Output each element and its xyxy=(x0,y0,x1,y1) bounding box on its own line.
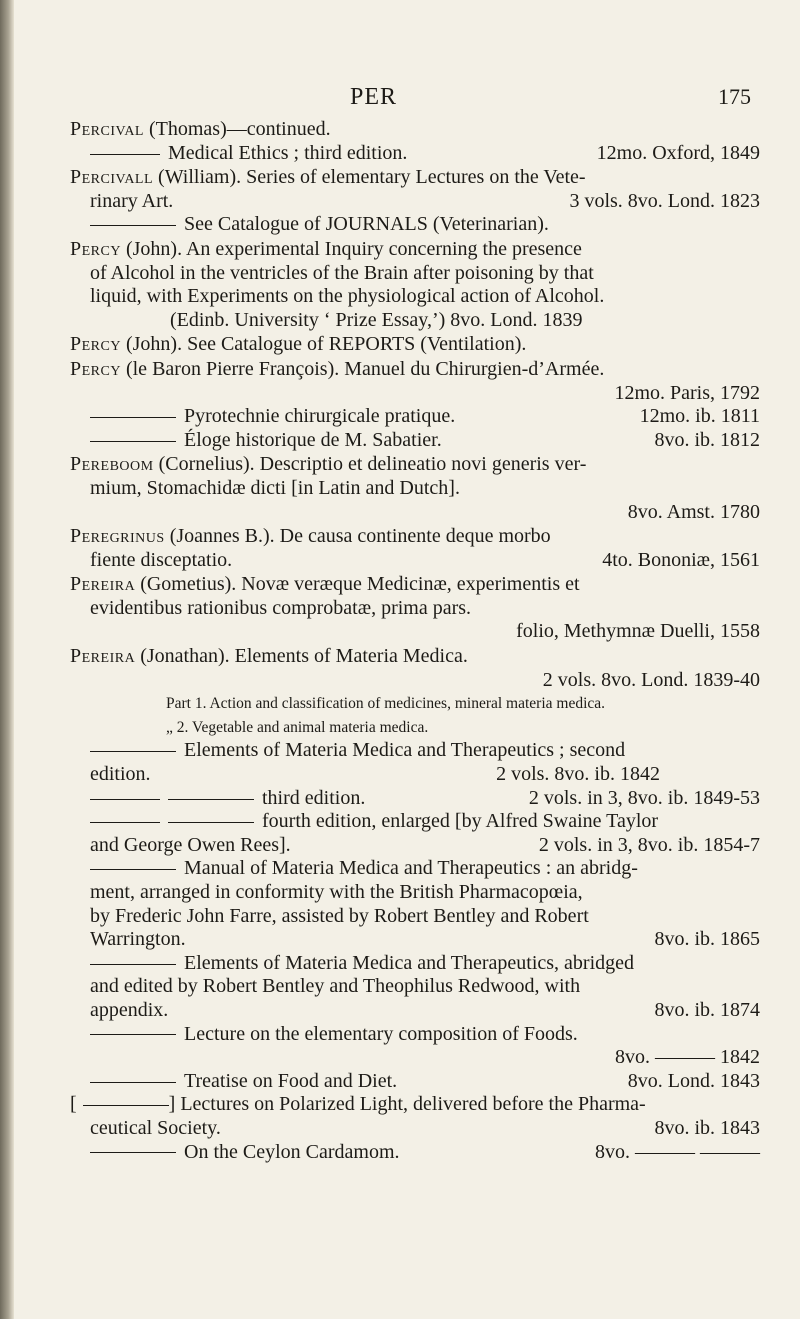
entry-line xyxy=(70,453,760,477)
line-text: appendix. xyxy=(90,998,169,1021)
author-surname: Pereboom xyxy=(70,453,154,476)
entry-line xyxy=(70,928,760,952)
entry-line xyxy=(70,382,760,406)
line-text: (Edinb. University ‘ Prize Essay,’) 8vo. Lond. 1839 xyxy=(170,308,583,331)
ditto-rule xyxy=(90,225,176,226)
line-text: Part 1. Action and classification of medicines, mineral materia medica. xyxy=(166,695,606,713)
entry-line xyxy=(70,405,760,429)
catalogue-entry xyxy=(70,166,760,237)
line-text: and George Owen Rees]. xyxy=(90,833,291,856)
line-text: ] Lectures on Polarized Light, delivered before the Pharma- xyxy=(168,1093,646,1116)
line-text: (Thomas)—continued. xyxy=(148,118,331,140)
ditto-rule xyxy=(90,822,160,823)
entry-line xyxy=(70,952,760,976)
catalogue-entry xyxy=(70,333,760,357)
entry-line xyxy=(70,999,760,1023)
line-text: (Cornelius). Descriptio et delineatio novi generis ver- xyxy=(158,453,587,476)
entry-line xyxy=(70,1070,760,1094)
entry-line xyxy=(70,645,760,669)
line-text: „ 2. Vegetable and animal materia medica. xyxy=(166,718,429,736)
catalogue-entry xyxy=(70,453,760,524)
imprint: 2 vols. 8vo. ib. 1842 xyxy=(496,763,660,786)
line-text: Medical Ethics ; third edition. xyxy=(168,141,408,164)
line-text: (Joannes B.). De causa continente deque morbo xyxy=(169,525,551,548)
entry-line xyxy=(70,525,760,549)
ditto-rule xyxy=(90,154,160,155)
entry-line xyxy=(70,669,760,693)
imprint: 8vo. Amst. 1780 xyxy=(627,500,760,523)
author-surname: Peregrinus xyxy=(70,525,165,548)
running-header xyxy=(0,84,800,112)
entry-line xyxy=(70,763,760,787)
imprint: 2 vols. in 3, 8vo. ib. 1849-53 xyxy=(528,786,760,809)
entry-line xyxy=(70,213,760,237)
imprint: 3 vols. 8vo. Lond. 1823 xyxy=(569,189,760,212)
entry-line xyxy=(70,1141,760,1165)
entry-line xyxy=(70,549,760,573)
line-text: evidentibus rationibus comprobatæ, prima pars. xyxy=(90,596,472,619)
catalogue-entry xyxy=(70,358,760,452)
entry-line xyxy=(70,358,760,382)
imprint: 8vo. ib. 1874 xyxy=(654,998,760,1021)
author-surname: Percy xyxy=(70,333,121,356)
ditto-rule xyxy=(83,1105,169,1106)
header-word: PER xyxy=(350,84,398,110)
imprint: 8vo. ib. 1812 xyxy=(654,428,760,451)
line-text: Pyrotechnie chirurgicale pratique. xyxy=(184,405,456,428)
contents-note-line xyxy=(70,716,760,740)
entry-line xyxy=(70,262,760,286)
line-text: Lecture on the elementary composition of Foods. xyxy=(184,1022,578,1045)
line-text: (le Baron Pierre François). Manuel du Chirurgien-d’Armée. xyxy=(125,357,605,380)
imprint: 12mo. ib. 1811 xyxy=(639,405,760,428)
entry-line xyxy=(70,597,760,621)
entry-line xyxy=(70,501,760,525)
entry-line xyxy=(70,1093,760,1117)
entry-line xyxy=(70,1117,760,1141)
line-text: Warrington. xyxy=(90,928,186,951)
ditto-rule xyxy=(90,417,176,418)
ditto-rule xyxy=(90,751,176,752)
imprint: 2 vols. 8vo. Lond. 1839-40 xyxy=(542,668,760,691)
entry-line xyxy=(70,309,760,333)
line-text: ment, arranged in conformity with the British Pharmacopœia, xyxy=(90,881,583,903)
line-text: Elements of Materia Medica and Therapeutics ; second xyxy=(184,739,626,762)
catalogue-entry xyxy=(70,573,760,644)
entry-line xyxy=(70,118,760,142)
catalogue-entry xyxy=(70,118,760,165)
line-text: mium, Stomachidæ dicti [in Latin and Dutch]. xyxy=(90,476,460,499)
ditto-rule xyxy=(90,964,176,965)
author-surname: Percival xyxy=(70,118,144,140)
ditto-rule xyxy=(168,822,254,823)
line-text: See Catalogue of JOURNALS (Veterinarian). xyxy=(184,213,549,236)
line-text: Manual of Materia Medica and Therapeutics : an abridg- xyxy=(184,857,638,880)
entry-line xyxy=(70,1046,760,1070)
bracket-open: [ xyxy=(70,1093,77,1116)
line-text: ceutical Society. xyxy=(90,1116,221,1139)
imprint: 12mo. Paris, 1792 xyxy=(614,381,760,404)
entry-line xyxy=(70,620,760,644)
entry-line xyxy=(70,190,760,214)
line-text: (William). Series of elementary Lectures on the Vete- xyxy=(158,166,586,189)
line-text: (Jonathan). Elements of Materia Medica. xyxy=(140,645,468,668)
line-text: fiente disceptatio. xyxy=(90,548,233,571)
ditto-rule xyxy=(90,1034,176,1035)
catalogue-entry xyxy=(70,525,760,572)
entry-line xyxy=(70,1023,760,1047)
book-binding-edge xyxy=(0,0,14,1319)
line-text: of Alcohol in the ventricles of the Brain after poisoning by that xyxy=(90,261,594,284)
entry-line xyxy=(70,834,760,858)
line-text: by Frederic John Farre, assisted by Robert Bentley and Robert xyxy=(90,904,589,927)
imprint: 8vo. ——— 1842 xyxy=(615,1046,760,1069)
entry-line xyxy=(70,905,760,929)
author-surname: Percy xyxy=(70,237,121,260)
author-surname: Percivall xyxy=(70,166,154,189)
line-text: Elements of Materia Medica and Therapeutics, abridged xyxy=(184,951,635,974)
ditto-rule xyxy=(168,799,254,800)
line-text: third edition. xyxy=(262,786,366,809)
ditto-rule xyxy=(90,1152,176,1153)
imprint: folio, Methymnæ Duelli, 1558 xyxy=(516,620,760,643)
page-number: 175 xyxy=(718,84,751,109)
imprint: 4to. Bononiæ, 1561 xyxy=(602,548,760,571)
ditto-rule xyxy=(90,869,176,870)
line-text: rinary Art. xyxy=(90,189,174,212)
entry-line xyxy=(70,573,760,597)
line-text: (John). An experimental Inquiry concerning the presence xyxy=(125,237,582,260)
line-text: (John). See Catalogue of REPORTS (Ventilation). xyxy=(125,333,527,356)
imprint: 12mo. Oxford, 1849 xyxy=(596,141,760,164)
catalogue-entry xyxy=(70,645,760,1164)
author-surname: Pereira xyxy=(70,573,136,596)
catalogue-entry xyxy=(70,238,760,332)
author-surname: Percy xyxy=(70,357,121,380)
line-text: On the Ceylon Cardamom. xyxy=(184,1140,400,1163)
line-text: Éloge historique de M. Sabatier. xyxy=(184,428,442,451)
entry-line xyxy=(70,975,760,999)
entry-line xyxy=(70,142,760,166)
entry-line xyxy=(70,238,760,262)
entry-line xyxy=(70,477,760,501)
entry-line xyxy=(70,881,760,905)
ditto-rule xyxy=(90,799,160,800)
imprint: 8vo. Lond. 1843 xyxy=(627,1069,760,1092)
entry-line xyxy=(70,285,760,309)
entry-line xyxy=(70,739,760,763)
ditto-rule xyxy=(90,1082,176,1083)
entry-line xyxy=(70,166,760,190)
entry-line xyxy=(70,787,760,811)
imprint: 8vo. ib. 1843 xyxy=(654,1116,760,1139)
entry-line xyxy=(70,810,760,834)
line-text: and edited by Robert Bentley and Theophilus Redwood, with xyxy=(90,975,581,998)
author-surname: Pereira xyxy=(70,645,136,668)
imprint: 2 vols. in 3, 8vo. ib. 1854-7 xyxy=(538,833,760,856)
catalogue-page xyxy=(70,118,760,1165)
line-text: edition. xyxy=(90,763,151,786)
imprint: 8vo. ——— ——— xyxy=(595,1140,760,1163)
line-text: fourth edition, enlarged [by Alfred Swaine Taylor xyxy=(262,810,659,833)
imprint: 8vo. ib. 1865 xyxy=(654,928,760,951)
line-text: Treatise on Food and Diet. xyxy=(184,1069,398,1092)
line-text: liquid, with Experiments on the physiological action of Alcohol. xyxy=(90,285,605,308)
entry-line xyxy=(70,857,760,881)
contents-note-line xyxy=(70,692,760,716)
ditto-rule xyxy=(90,441,176,442)
entry-line xyxy=(70,429,760,453)
entry-line xyxy=(70,333,760,357)
line-text: (Gometius). Novæ veræque Medicinæ, experimentis et xyxy=(140,573,580,596)
